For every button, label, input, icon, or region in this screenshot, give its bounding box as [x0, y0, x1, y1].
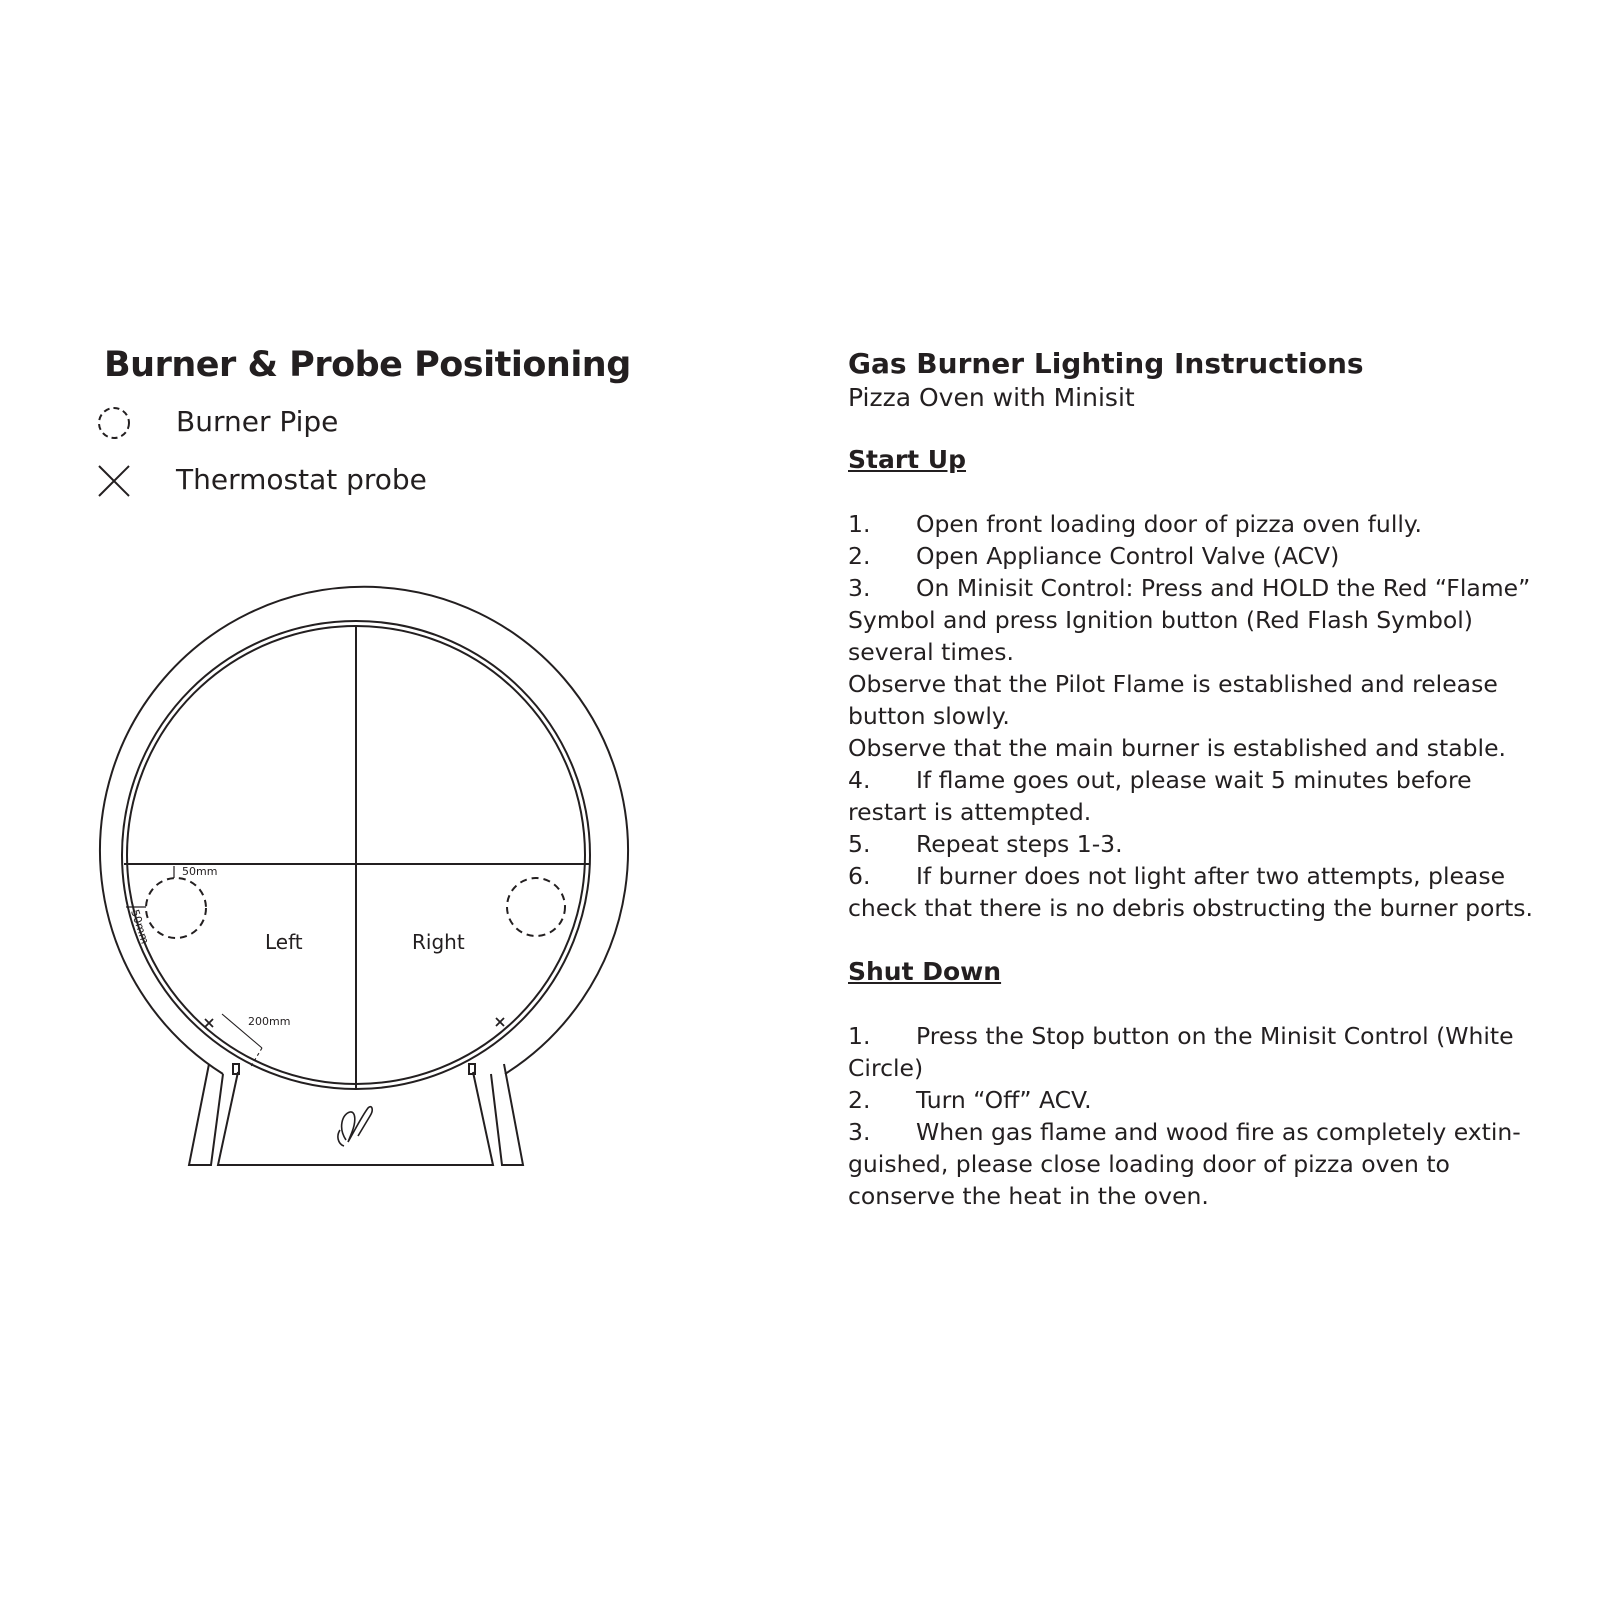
left-hinge: [233, 1064, 239, 1074]
step-text: Turn “Off” ACV.: [916, 1086, 1092, 1114]
start-up-steps: [848, 508, 1538, 924]
left-burner-pipe: [146, 878, 206, 938]
step-number: 3.: [848, 574, 871, 602]
step-text: Open Appliance Control Valve (ACV): [916, 542, 1340, 570]
left-thermostat-probe: [205, 1019, 213, 1027]
left-leg: [189, 1064, 223, 1165]
start-up-step: [848, 764, 1538, 828]
shut-down-step: [848, 1116, 1538, 1212]
step-text: If burner does not light after two attempts, please check that there is no debris obstructing the burner ports.: [848, 862, 1533, 922]
step-number: 3.: [848, 1118, 871, 1146]
dimension-50mm-side: 50mm: [128, 907, 152, 946]
shut-down-steps: [848, 1020, 1538, 1212]
right-thermostat-probe: [496, 1018, 504, 1026]
brand-logo: [338, 1107, 372, 1146]
step-number: 6.: [848, 862, 871, 890]
step-text: Press the Stop button on the Minisit Control (White Circle): [848, 1022, 1514, 1082]
step-number: 5.: [848, 830, 871, 858]
step-number: 2.: [848, 1086, 871, 1114]
oven-outline: [100, 587, 628, 1165]
start-up-note: [848, 668, 1538, 732]
step-number: 1.: [848, 1022, 871, 1050]
step-text: If flame goes out, please wait 5 minutes before restart is attempted.: [848, 766, 1472, 826]
step-text: When gas flame and wood fire as completely extin-guished, please close loading door of pizza oven to conserve the heat in the oven.: [848, 1118, 1521, 1210]
label-left: Left: [265, 930, 303, 954]
section-title-burner-probe: Burner & Probe Positioning: [104, 345, 631, 385]
instructions-column: [848, 346, 1538, 1212]
step-text: Repeat steps 1-3.: [916, 830, 1123, 858]
shut-down-step: [848, 1084, 1538, 1116]
instructions-subtitle: Pizza Oven with Minisit: [848, 383, 1135, 412]
step-number: 2.: [848, 542, 871, 570]
start-up-heading: Start Up: [848, 445, 967, 474]
legend-label-burner-pipe: Burner Pipe: [176, 405, 339, 438]
start-up-step: [848, 508, 1538, 540]
step-text: Open front loading door of pizza oven fully.: [916, 510, 1422, 538]
shut-down-step: [848, 1020, 1538, 1084]
step-text: Observe that the Pilot Flame is established and release button slowly.: [848, 670, 1498, 730]
label-right: Right: [412, 930, 465, 954]
step-text: On Minisit Control: Press and HOLD the Red “Flame” Symbol and press Ignition button (Red Flash Symbol) several times.: [848, 574, 1531, 666]
start-up-step: [848, 540, 1538, 572]
start-up-step: [848, 572, 1538, 668]
legend-label-thermostat-probe: Thermostat probe: [176, 463, 427, 496]
step-number: 4.: [848, 766, 871, 794]
shut-down-heading: Shut Down: [848, 957, 1002, 986]
instructions-title: Gas Burner Lighting Instructions: [848, 347, 1364, 380]
right-hinge: [469, 1064, 475, 1074]
dimension-200mm: 200mm: [248, 1015, 291, 1028]
step-number: 1.: [848, 510, 871, 538]
right-leg: [491, 1064, 523, 1165]
step-text: Observe that the main burner is established and stable.: [848, 734, 1506, 762]
dimension-50mm-top: 50mm: [182, 865, 218, 878]
start-up-step: [848, 860, 1538, 924]
start-up-note: [848, 732, 1538, 764]
right-burner-pipe: [507, 878, 565, 936]
start-up-step: [848, 828, 1538, 860]
